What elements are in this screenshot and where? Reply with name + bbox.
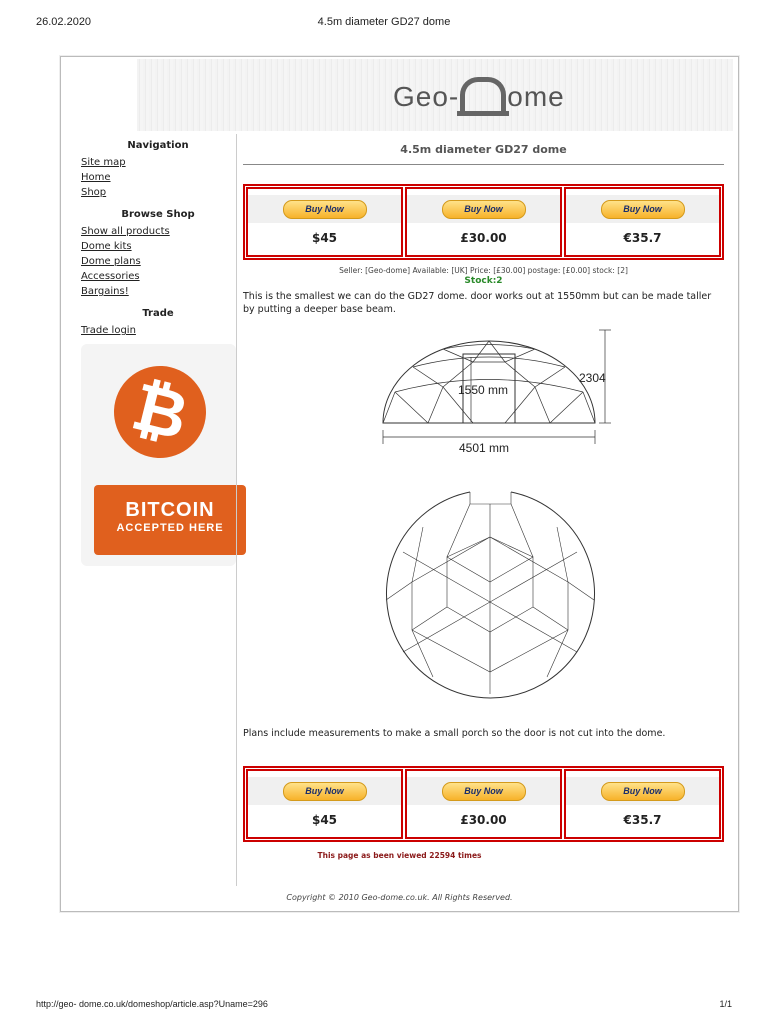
buy-now-button[interactable]: Buy Now [601, 200, 685, 219]
logo-text-left: Geo- [393, 80, 460, 112]
price-eur: €35.7 [623, 231, 662, 245]
nav-site-map-link[interactable]: Site map [81, 157, 126, 168]
navigation-heading: Navigation [127, 140, 189, 151]
buy-option-eur [564, 187, 721, 257]
browse-shop-heading: Browse Shop [121, 209, 195, 220]
bitcoin-label [94, 485, 246, 555]
plans-note: Plans include measurements to make a small porch so the door is not cut into the dome. [243, 728, 666, 739]
trade-login-link[interactable]: Trade login [81, 325, 136, 336]
main-content [243, 134, 724, 842]
buy-now-button[interactable]: Buy Now [283, 782, 367, 801]
stock-status: Stock:2 [464, 276, 503, 286]
buy-option-usd [246, 187, 403, 257]
price-usd: $45 [311, 813, 338, 827]
dome-width-label: 4501 mm [459, 441, 510, 455]
nav-shop-link[interactable]: Shop [81, 187, 107, 198]
buy-option-gbp [405, 769, 562, 839]
buy-row-bottom [243, 766, 724, 842]
bitcoin-label-line2: ACCEPTED HERE [116, 522, 224, 534]
price-eur: €35.7 [623, 813, 662, 827]
buy-option-gbp [405, 187, 562, 257]
page-title: 4.5m diameter GD27 dome [243, 136, 724, 165]
price-usd: $45 [311, 231, 338, 245]
site-banner [137, 59, 733, 131]
product-description: This is the smallest we can do the GD27 dome. door works out at 1550mm but can be made taller by putting a deeper base beam. [243, 291, 712, 315]
column-divider [236, 134, 237, 886]
buy-now-button[interactable]: Buy Now [283, 200, 367, 219]
dome-top-plan [386, 492, 595, 698]
seller-info: Seller: [Geo-dome] Available: [UK] Price: [£30.00] postage: [£0.00] stock: [2] [339, 266, 628, 275]
print-date: 26.02.2020 [36, 16, 92, 28]
browse-bargains-link[interactable]: Bargains! [81, 286, 129, 297]
browse-accessories-link[interactable]: Accessories [81, 271, 140, 282]
bitcoin-accepted-badge [81, 344, 236, 566]
dome-height-label: 2304 [579, 371, 606, 385]
buy-option-usd [246, 769, 403, 839]
dome-arch-icon [460, 77, 506, 112]
page-frame [60, 56, 739, 912]
door-height-label: 1550 mm [458, 383, 509, 397]
buy-option-eur [564, 769, 721, 839]
nav-home-link[interactable]: Home [81, 172, 111, 183]
bitcoin-icon: ₿ [104, 356, 216, 468]
browse-all-products-link[interactable]: Show all products [81, 226, 170, 237]
dome-diagram-svg [243, 322, 724, 712]
print-url: http://geo- dome.co.uk/domeshop/article.asp?Uname=296 [36, 999, 268, 1009]
buy-now-button[interactable]: Buy Now [442, 782, 526, 801]
browse-dome-kits-link[interactable]: Dome kits [81, 241, 132, 252]
price-gbp: £30.00 [460, 813, 507, 827]
bitcoin-label-line1: BITCOIN [125, 499, 215, 521]
buy-row-top [243, 184, 724, 260]
print-title: 4.5m diameter GD27 dome [317, 16, 451, 28]
print-page-number: 1/1 [719, 999, 732, 1009]
page-view-counter: This page as been viewed 22594 times [317, 851, 482, 860]
trade-heading: Trade [142, 308, 174, 319]
copyright-notice: Copyright © 2010 Geo-dome.co.uk. All Rights Reserved. [286, 893, 513, 902]
geo-dome-logo[interactable] [393, 79, 565, 114]
dome-diagrams [243, 322, 724, 712]
browse-dome-plans-link[interactable]: Dome plans [81, 256, 141, 267]
buy-now-button[interactable]: Buy Now [442, 200, 526, 219]
buy-now-button[interactable]: Buy Now [601, 782, 685, 801]
price-gbp: £30.00 [460, 231, 507, 245]
sidebar [81, 137, 235, 534]
logo-text-right: ome [507, 80, 565, 112]
